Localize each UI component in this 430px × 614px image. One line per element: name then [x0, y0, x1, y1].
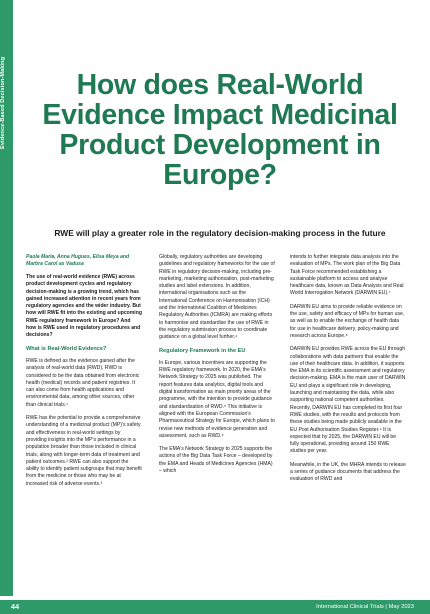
- body-paragraph: In Europe, various incentives are supporting the RWE regulatory framework. In 2020, the EMA's Network Strategy to 2025 was published. The report features data analytics, digital tools and digital transformation as main priority areas of the programme, with the intention to provide guidance and standardisation of RWD.⁵ This initiative is aligned with the European Commission's Pharmaceutical Strategy for Europe, which plans to revise new methods of evidence generation and assessment, such as RWD.⁶: [159, 359, 275, 439]
- body-paragraph: DARWIN EU aims to provide reliable evidence on the use, safety and efficacy of MPs for human use, as well as to enable the exchange of health data for use in healthcare delivery, policy-making and research across Europe.⁸: [290, 303, 405, 339]
- authors: Paola Maria, Anna Hugues, Elisa Meya and Marbra Carol as Vadusa: [26, 254, 130, 267]
- body-paragraph: Meanwhile, in the UK, the MHRA intends to release a series of guidance documents that address the evaluation of RWD and: [290, 461, 406, 483]
- column-1: [26, 254, 142, 494]
- column-3: [290, 254, 406, 490]
- heading-regulatory-framework: Regulatory Framework in the EU: [159, 347, 246, 354]
- body-paragraph: DARWIN EU provides RWE across the EU through collaborations with data partners that enable the use of their healthcare data. In addition, it supports the EMA in its scientific assessment and regulatory decision-making. EMA is the main user of DARWIN EU and plays a significant role in developing, launching and maintaining the data, while also supporting national competent authorities. Recently, DARWIN EU has completed its first four RWE studies, with the results and protocols from these studies being made publicly available in the EU Post Authorisation Studies Register.⁹ It is expected that by 2025, the DARWIN EU will be fully operational, providing around 150 RWE studies per year.: [290, 346, 406, 455]
- section-label: Evidence-Based Decision-Making: [0, 56, 6, 150]
- body-paragraph: Globally, regulatory authorities are developing guidelines and regulatory frameworks for the use of RWE in regulatory decision-making, including pre-marketing, marketing authorisation, post-marketing studies and label extensions. In addition, international organisations such as the International Conference on Harmonisation (ICH) and the International Coalition of Medicines Regulatory Authorities (ICMRA) are making efforts to harmonise and standardise the use of RWE in the regulatory submission process to coordinate guidance on a global level further.⁴: [159, 254, 275, 341]
- heading-what-is-rwe: What is Real-World Evidence?: [26, 345, 107, 352]
- body-paragraph: RWE is defined as the evidence gained after the analysis of real-world data (RWD). RWD is considered to be the data obtained from electronic health (medical) records and patient registries. It can also come from health applications and environmental data, among other sources, other than clinical trials.¹: [26, 357, 140, 408]
- body-paragraph: RWE has the potential to provide a comprehensive understanding of a medicinal product (MP)'s safety and effectiveness in real-world settings by providing insights into the MP's performance in a population broader than those included in clinical trials, along with longer-term data of treatment and patient outcomes.² RWE can also support the ability to identify patient subgroups that may benefit from the medicine or those who may be at increased risk of adverse events.³: [26, 415, 142, 487]
- page-number: 44: [10, 602, 20, 611]
- journal-name: International Clinical Trials | May 2023: [316, 604, 414, 610]
- body-paragraph: intends to further integrate data analysis into the evaluation of MPs. The work plan of the Big Data Task Force recommended establishing a sustainable platform to access and analyse healthcare data, known as Data Analysis and Real World Interrogation Network (DARWIN EU).⁷: [290, 254, 404, 297]
- body-paragraph: The EMA's Network Strategy to 2025 supports the actions of the Big Data Task Force – developed by the EMA and Heads of Medicines Agencies (HMA) – which: [159, 446, 273, 475]
- article-subtitle: RWE will play a greater role in the regulatory decision-making process in the future: [54, 228, 386, 238]
- article-title: How does Real-World Evidence Impact Medicinal Product Development in Europe?: [42, 69, 398, 191]
- lead-paragraph: The use of real-world evidence (RWE) across product development cycles and regulatory decision-making is a growing trend, which has gained increased attention in recent years from regulatory agencies and the wider industry. But how will RWE fit into the existing and upcoming RWE regulatory framework in Europe? And how is RWE used in regulatory procedures and decisions?: [26, 274, 142, 339]
- column-2: [159, 254, 275, 481]
